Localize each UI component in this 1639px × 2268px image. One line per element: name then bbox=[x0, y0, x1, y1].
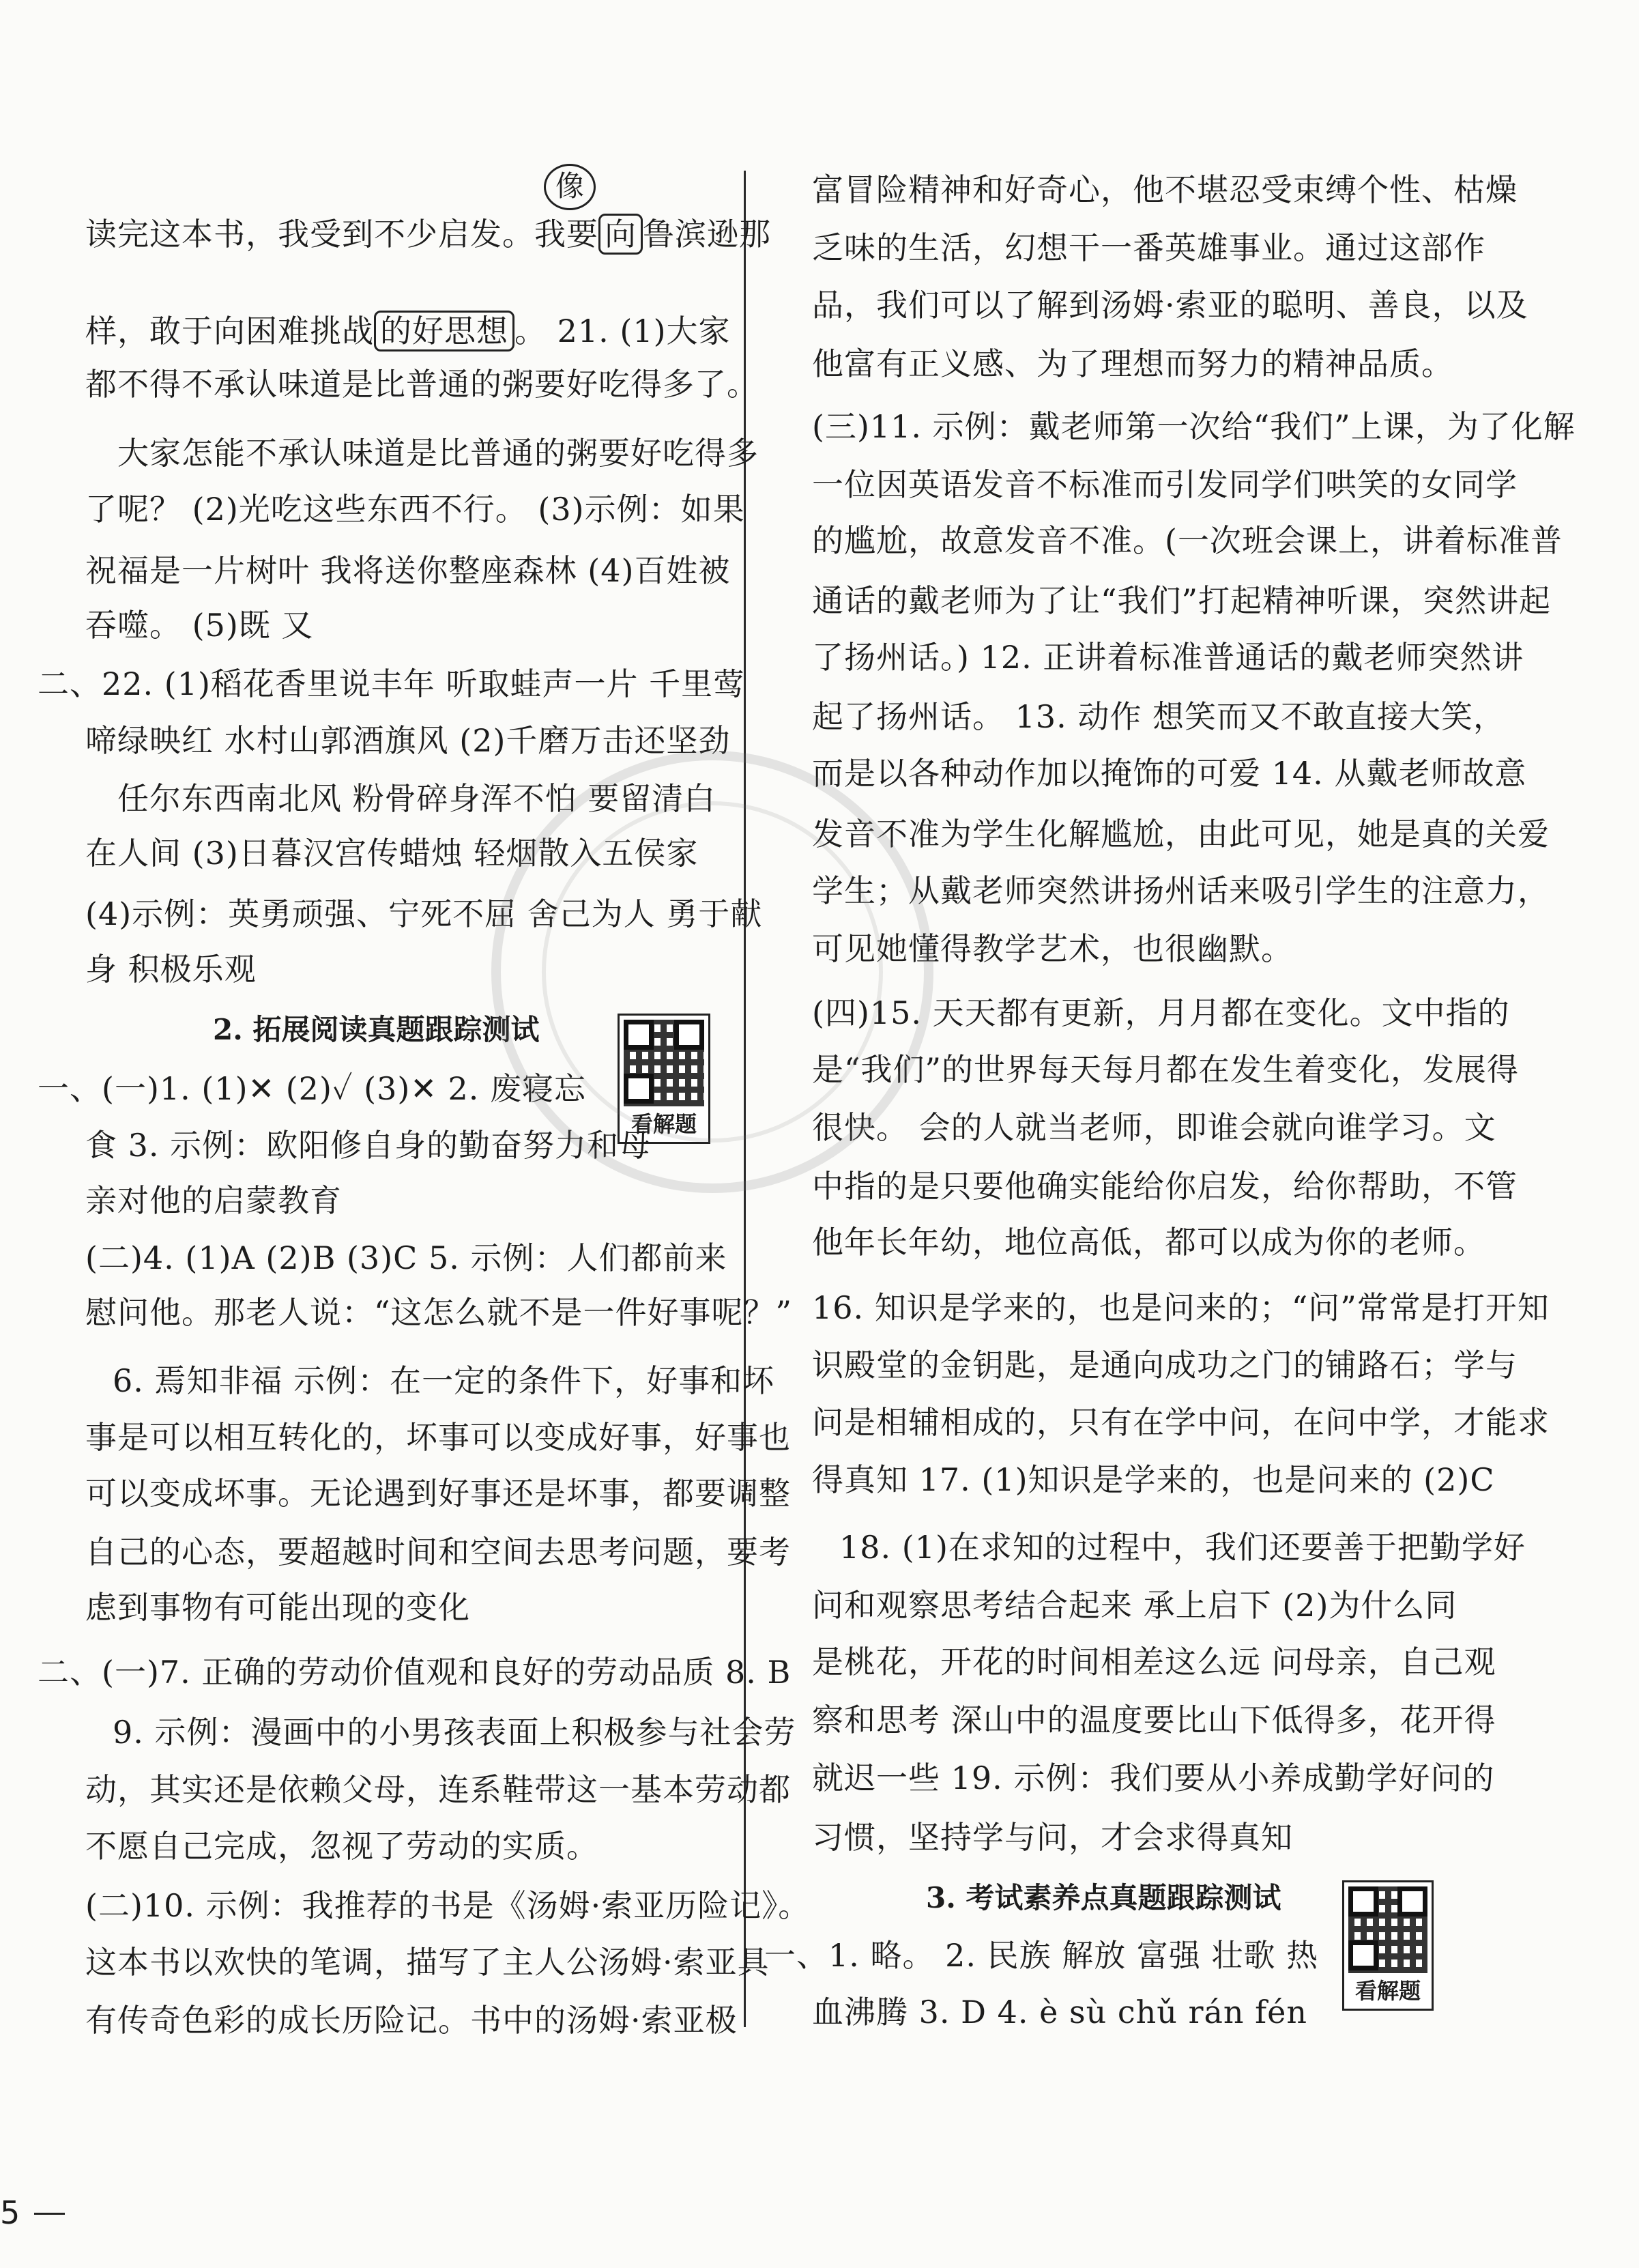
text-line: (三)11. 示例：戴老师第一次给“我们”上课，为了化解 bbox=[812, 408, 1576, 445]
text-line: 的尴尬，故意发音不准。(一次班会课上，讲着标准普 bbox=[812, 522, 1563, 559]
text-line: 9. 示例：漫画中的小男孩表面上积极参与社会劳 bbox=[113, 1714, 796, 1751]
text-line: (四)15. 天天都有更新，月月都在变化。文中指的 bbox=[812, 994, 1510, 1031]
text-line: 18. (1)在求知的过程中，我们还要善于把勤学好 bbox=[839, 1529, 1526, 1566]
text-line: 这本书以欢快的笔调，描写了主人公汤姆·索亚具 bbox=[85, 1944, 770, 1981]
text-line: 祝福是一片树叶 我将送你整座森林 (4)百姓被 bbox=[85, 552, 731, 589]
text-line: 6. 焉知非福 示例：在一定的条件下，好事和坏 bbox=[113, 1362, 775, 1399]
text-line: 慰问他。那老人说：“这怎么就不是一件好事呢？” bbox=[85, 1294, 793, 1331]
text-line: 通话的戴老师为了让“我们”打起精神听课，突然讲起 bbox=[812, 582, 1552, 619]
text-line: 在人间 (3)日暮汉宫传蜡烛 轻烟散入五侯家 bbox=[85, 835, 699, 872]
text-line: 食 3. 示例：欧阳修自身的勤奋努力和母 bbox=[85, 1127, 652, 1164]
text-line: (二)4. (1)A (2)B (3)C 5. 示例：人们都前来 bbox=[85, 1239, 727, 1276]
text-line: 得真知 17. (1)知识是学来的，也是问来的 (2)C bbox=[812, 1461, 1495, 1498]
text-line: 事是可以相互转化的，坏事可以变成好事，好事也 bbox=[85, 1419, 791, 1456]
qr-caption: 看解题 bbox=[630, 1111, 697, 1137]
qr-code[interactable] bbox=[1342, 1880, 1434, 2011]
text-line: 有传奇色彩的成长历险记。书中的汤姆·索亚极 bbox=[85, 2002, 738, 2039]
text-line: 一、(一)1. (1)✕ (2)✓ (3)✕ 2. 废寝忘 bbox=[38, 1070, 587, 1107]
text-line: 而是以各种动作加以掩饰的可爱 14. 从戴老师故意 bbox=[812, 755, 1527, 792]
text-line: 识殿堂的金钥匙，是通向成功之门的铺路石；学与 bbox=[812, 1347, 1518, 1383]
text-line: 问是相辅相成的，只有在学中问，在问中学，才能求 bbox=[812, 1404, 1550, 1441]
text-line: 二、(一)7. 正确的劳动价值观和良好的劳动品质 8. B bbox=[38, 1654, 792, 1691]
text-line: 发音不准为学生化解尴尬，由此可见，她是真的关爱 bbox=[812, 816, 1550, 852]
text-line: 亲对他的启蒙教育 bbox=[85, 1182, 342, 1219]
text-line: 虑到事物有可能出现的变化 bbox=[85, 1589, 470, 1626]
text-line: 习惯，坚持学与问，才会求得真知 bbox=[812, 1819, 1293, 1856]
text-line: 啼绿映红 水村山郭酒旗风 (2)千磨万击还坚劲 bbox=[85, 722, 731, 759]
text-line: 很快。 会的人就当老师，即谁会就向谁学习。文 bbox=[812, 1109, 1496, 1146]
text-line: 一位因英语发音不标准而引发同学们哄笑的女同学 bbox=[812, 466, 1518, 503]
text-line: 品，我们可以了解到汤姆·索亚的聪明、善良，以及 bbox=[812, 287, 1528, 324]
text-line: 可见她懂得教学艺术，也很幽默。 bbox=[812, 930, 1293, 967]
text-line: 自己的心态，要超越时间和空间去思考问题，要考 bbox=[85, 1534, 791, 1570]
text-line: 读完这本书，我受到不少启发。我要 向 鲁滨逊那 bbox=[85, 214, 771, 255]
text-line: 他富有正义感、为了理想而努力的精神品质。 bbox=[812, 345, 1453, 382]
text-line: 起了扬州话。 13. 动作 想笑而又不敢直接大笑， bbox=[812, 698, 1506, 735]
text-line: 了扬州话。) 12. 正讲着标准普通话的戴老师突然讲 bbox=[812, 639, 1524, 676]
page-number-dash bbox=[34, 2213, 65, 2215]
text-line: 二、22. (1)稻花香里说丰年 听取蛙声一片 千里莺 bbox=[38, 665, 746, 702]
text-line: 都不得不承认味道是比普通的粥要好吃得多了。 bbox=[85, 366, 759, 403]
text-line: (二)10. 示例：我推荐的书是《汤姆·索亚历险记》。 bbox=[85, 1887, 811, 1924]
text-line: 学生；从戴老师突然讲扬州话来吸引学生的注意力， bbox=[812, 872, 1550, 909]
section-heading-2: 2. 拓展阅读真题跟踪测试 bbox=[213, 1013, 540, 1046]
text-line: 动，其实还是依赖父母，连系鞋带这一基本劳动都 bbox=[85, 1771, 791, 1808]
page-number: 5 bbox=[0, 2194, 20, 2231]
text-line: 他年长年幼，地位高低，都可以成为你的老师。 bbox=[812, 1224, 1485, 1261]
text-line: 身 积极乐观 bbox=[85, 951, 257, 988]
text-line: 问和观察思考结合起来 承上启下 (2)为什么同 bbox=[812, 1587, 1457, 1624]
text-line: 任尔东西南北风 粉骨碎身浑不怕 要留清白 bbox=[117, 780, 716, 817]
qr-caption: 看解题 bbox=[1354, 1978, 1421, 2004]
text-line: 富冒险精神和好奇心，他不堪忍受束缚个性、枯燥 bbox=[812, 171, 1518, 208]
text-line: 就迟一些 19. 示例：我们要从小养成勤学好问的 bbox=[812, 1760, 1495, 1796]
text-line: (4)示例：英勇顽强、宁死不屈 舍己为人 勇于献 bbox=[85, 895, 763, 932]
section-heading-3: 3. 考试素养点真题跟踪测试 bbox=[926, 1881, 1281, 1914]
watermark-stamp bbox=[491, 751, 933, 1193]
annotation-xiang: 像 bbox=[544, 164, 596, 210]
text-line: 乏味的生活，幻想干一番英雄事业。通过这部作 bbox=[812, 229, 1485, 266]
text-line: 大家怎能不承认味道是比普通的粥要好吃得多 bbox=[117, 435, 759, 472]
text-line: 不愿自己完成，忽视了劳动的实质。 bbox=[85, 1828, 598, 1865]
text-line: 是“我们”的世界每天每月都在发生着变化，发展得 bbox=[812, 1051, 1520, 1088]
text-line: 吞噬。 (5)既 又 bbox=[85, 607, 314, 644]
text-line: 可以变成坏事。无论遇到好事还是坏事，都要调整 bbox=[85, 1475, 791, 1512]
text-line: 一、1. 略。 2. 民族 解放 富强 壮歌 热 bbox=[764, 1937, 1319, 1974]
text-line: 中指的是只要他确实能给你启发，给你帮助，不管 bbox=[812, 1168, 1518, 1205]
text-line: 16. 知识是学来的，也是问来的；“问”常常是打开知 bbox=[812, 1289, 1550, 1326]
text-line: 了呢？ (2)光吃这些东西不行。 (3)示例：如果 bbox=[85, 491, 745, 528]
text-line: 是桃花，开花的时间相差这么远 问母亲，自己观 bbox=[812, 1643, 1496, 1680]
text-line: 血沸腾 3. D 4. è sù chǔ rán fén bbox=[812, 1994, 1308, 2030]
text-line: 样，敢于向困难挑战 的好思想 。 21. (1)大家 bbox=[85, 311, 731, 351]
text-line: 察和思考 深山中的温度要比山下低得多，花开得 bbox=[812, 1702, 1496, 1738]
